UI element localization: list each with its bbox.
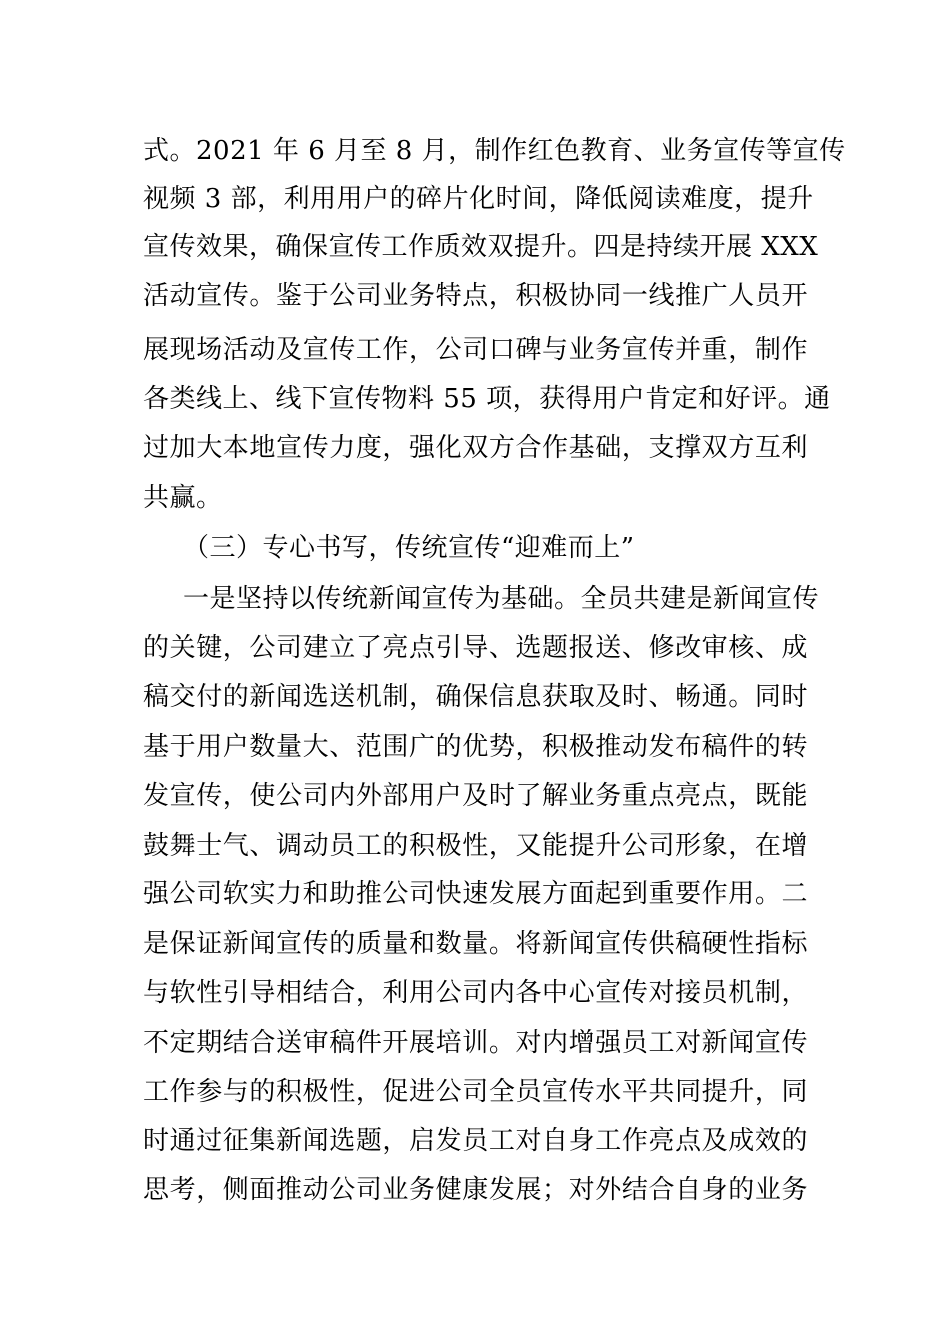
text-line: 鼓舞士气、调动员工的积极性，又能提升公司形象，在增 — [143, 831, 808, 861]
text-line: 与软性引导相结合，利用公司内各中心宣传对接员机制， — [143, 978, 808, 1008]
text-line: 的关键，公司建立了亮点引导、选题报送、修改审核、成 — [143, 633, 808, 663]
text-line: 不定期结合送审稿件开展培训。对内增强员工对新闻宣传 — [143, 1028, 808, 1058]
text-line: 活动宣传。鉴于公司业务特点，积极协同一线推广人员开 — [143, 281, 808, 311]
text-line: 展现场活动及宣传工作，公司口碑与业务宣传并重，制作 — [143, 335, 808, 365]
text-line: 是保证新闻宣传的质量和数量。将新闻宣传供稿硬性指标 — [143, 929, 808, 959]
text-line: 工作参与的积极性，促进公司全员宣传水平共同提升，同 — [143, 1077, 808, 1107]
text-line: 发宣传，使公司内外部用户及时了解业务重点亮点，既能 — [143, 781, 808, 811]
text-line: 式。2021 年 6 月至 8 月，制作红色教育、业务宣传等宣传 — [143, 136, 846, 166]
text-line: 各类线上、线下宣传物料 55 项，获得用户肯定和好评。通 — [143, 384, 831, 414]
text-line: 时通过征集新闻选题，启发员工对自身工作亮点及成效的 — [143, 1126, 808, 1156]
paragraph-first-line: 一是坚持以传统新闻宣传为基础。全员共建是新闻宣传 — [183, 584, 820, 614]
text-line: 思考，侧面推动公司业务健康发展；对外结合自身的业务 — [143, 1175, 808, 1205]
text-line: 强公司软实力和助推公司快速发展方面起到重要作用。二 — [143, 879, 808, 909]
paragraph-end-line: 共赢。 — [143, 483, 223, 513]
section-heading: （三）专心书写，传统宣传“迎难而上” — [183, 533, 635, 563]
text-line: 稿交付的新闻选送机制，确保信息获取及时、畅通。同时 — [143, 682, 808, 712]
text-line: 视频 3 部，利用用户的碎片化时间，降低阅读难度，提升 — [143, 184, 814, 214]
text-line: 宣传效果，确保宣传工作质效双提升。四是持续开展 XXX — [143, 232, 819, 262]
text-line: 过加大本地宣传力度，强化双方合作基础，支撑双方互利 — [143, 433, 808, 463]
text-line: 基于用户数量大、范围广的优势，积极推动发布稿件的转 — [143, 732, 808, 762]
